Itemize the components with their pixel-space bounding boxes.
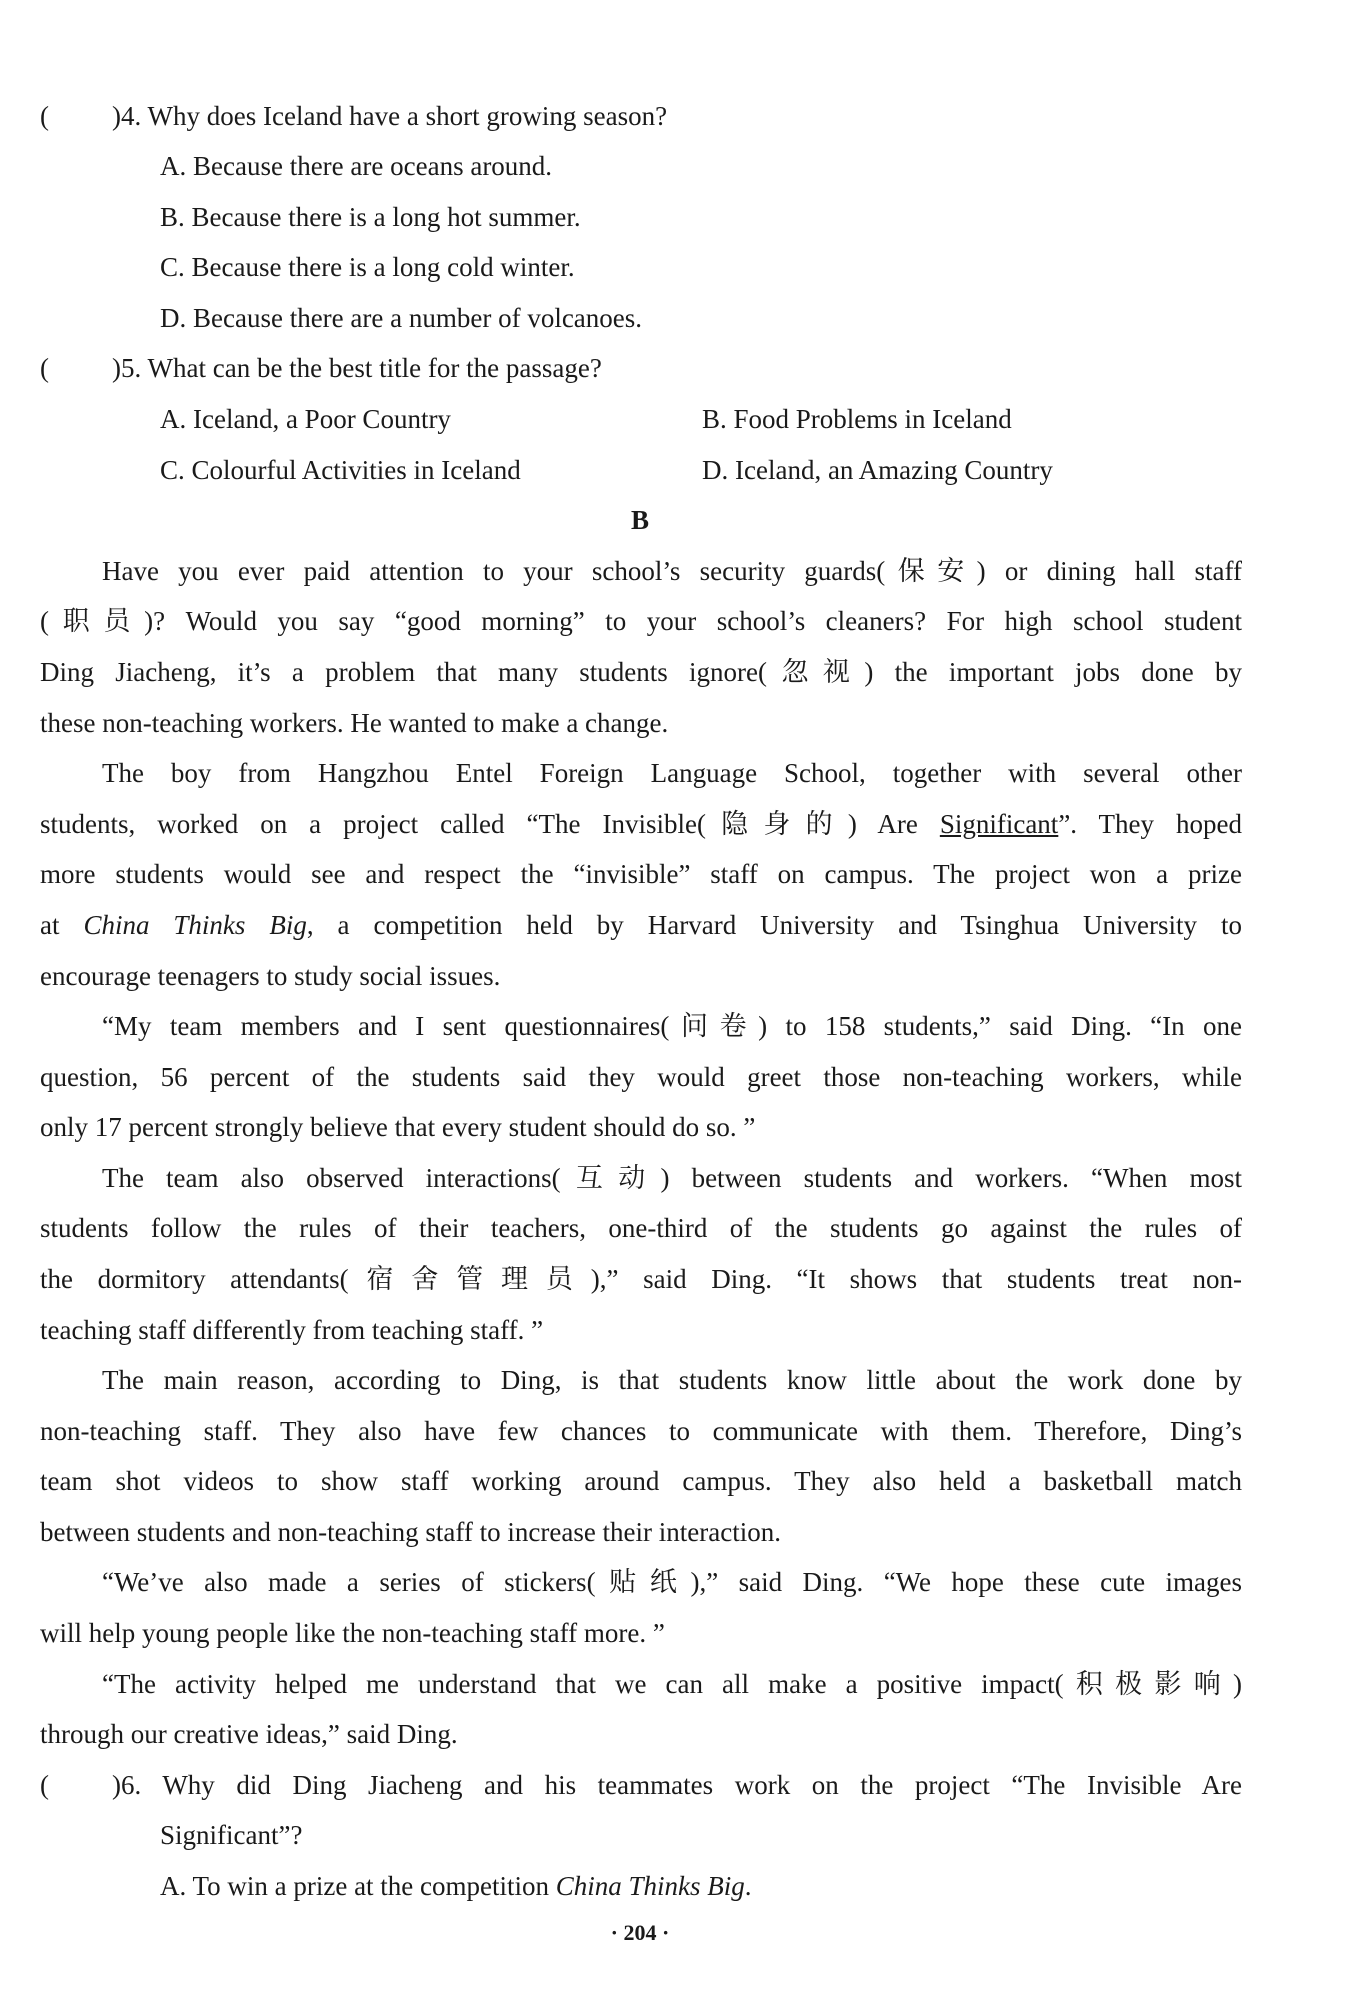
question-6-stem: )6. Why did Ding Jiacheng and his teammates work on the project “The Invisible Are — [112, 1770, 1242, 1800]
passage-line: question, 56 percent of the students said they would greet those non-teaching workers, while — [40, 1062, 1242, 1092]
answer-paren: ( — [40, 101, 49, 131]
passage-line: students follow the rules of their teachers, one-third of the students go against the rules of — [40, 1213, 1242, 1243]
passage-line: between students and non-teaching staff to increase their interaction. — [40, 1517, 781, 1547]
passage-line: teaching staff differently from teaching staff. ” — [40, 1315, 544, 1345]
q4-option-b: B. Because there is a long hot summer. — [160, 202, 581, 232]
passage-line: will help young people like the non-teaching staff more. ” — [40, 1618, 665, 1648]
passage-line: “We’ve also made a series of stickers(贴纸),” said Ding. “We hope these cute images — [102, 1567, 1242, 1597]
passage-line: team shot videos to show staff working around campus. They also held a basketball match — [40, 1466, 1242, 1496]
section-heading: B — [630, 505, 649, 535]
passage-line: the dormitory attendants(宿舍管理员),” said Ding. “It shows that students treat non- — [40, 1264, 1242, 1294]
underlined-word: Significant — [939, 809, 1059, 839]
passage-line: more students would see and respect the “invisible” staff on campus. The project won a prize — [40, 859, 1242, 889]
q5-option-b: B. Food Problems in Iceland — [702, 404, 1012, 434]
q5-option-a: A. Iceland, a Poor Country — [160, 404, 451, 434]
passage-line: “My team members and I sent questionnaires(问卷) to 158 students,” said Ding. “In one — [102, 1011, 1242, 1041]
passage-line: (职员)? Would you say “good morning” to your school’s cleaners? For high school student — [40, 606, 1242, 636]
passage-line: through our creative ideas,” said Ding. — [40, 1719, 458, 1749]
passage-line: Ding Jiacheng, it’s a problem that many students ignore(忽视) the important jobs done by — [40, 657, 1242, 687]
passage-line: Have you ever paid attention to your school’s security guards(保安) or dining hall staff — [102, 556, 1242, 586]
competition-name: China Thinks Big — [83, 910, 307, 940]
passage-line: at China Thinks Big, a competition held by Harvard University and Tsinghua University to — [40, 910, 1242, 940]
question-4-stem: )4. Why does Iceland have a short growing season? — [112, 101, 668, 131]
passage-line: The main reason, according to Ding, is that students know little about the work done by — [102, 1365, 1242, 1395]
question-6-stem-cont: Significant”? — [160, 1820, 303, 1850]
q4-option-d: D. Because there are a number of volcanoes. — [160, 303, 643, 333]
page-number: · 204 · — [610, 1920, 670, 1945]
question-5-stem: )5. What can be the best title for the passage? — [112, 353, 602, 383]
passage-line: these non-teaching workers. He wanted to make a change. — [40, 708, 669, 738]
passage-line: “The activity helped me understand that we can all make a positive impact(积极影响) — [102, 1669, 1242, 1699]
q5-option-d: D. Iceland, an Amazing Country — [702, 455, 1053, 485]
passage-line: students, worked on a project called “The Invisible(隐身的) Are Significant”. They hoped — [40, 809, 1242, 839]
q5-option-c: C. Colourful Activities in Iceland — [160, 455, 521, 485]
passage-line: The team also observed interactions(互动) between students and workers. “When most — [102, 1163, 1242, 1193]
passage-line: encourage teenagers to study social issues. — [40, 961, 501, 991]
competition-name: China Thinks Big — [555, 1871, 745, 1901]
passage-line: The boy from Hangzhou Entel Foreign Language School, together with several other — [102, 758, 1242, 788]
passage-line: only 17 percent strongly believe that every student should do so. ” — [40, 1112, 756, 1142]
q4-option-a: A. Because there are oceans around. — [160, 151, 553, 181]
answer-paren: ( — [40, 1770, 49, 1800]
passage-line: non-teaching staff. They also have few chances to communicate with them. Therefore, Ding’s — [40, 1416, 1242, 1446]
answer-paren: ( — [40, 353, 49, 383]
q4-option-c: C. Because there is a long cold winter. — [160, 252, 575, 282]
q6-option-a: A. To win a prize at the competition China Thinks Big. — [160, 1871, 752, 1901]
